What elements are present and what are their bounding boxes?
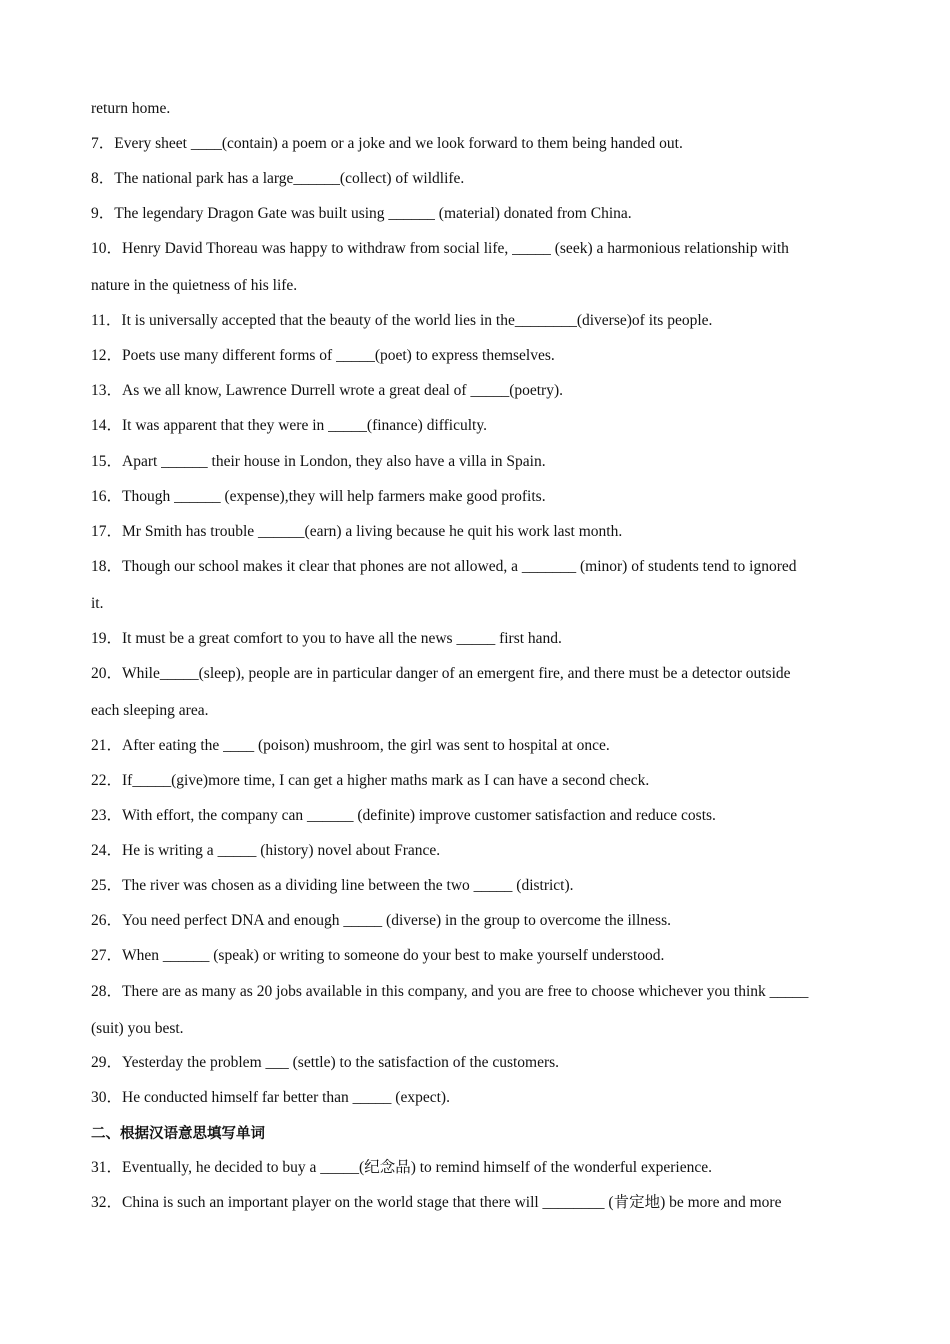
question-12: 12．Poets use many different forms of _____(poet) to express themselves. — [91, 347, 555, 364]
question-30: 30．He conducted himself far better than _____ (expect). — [91, 1089, 450, 1106]
section-heading: 二、根据汉语意思填写单词 — [91, 1126, 265, 1142]
question-19: 19．It must be a great comfort to you to have all the news _____ first hand. — [91, 630, 562, 647]
question-16: 16．Though ______ (expense),they will help farmers make good profits. — [91, 488, 546, 505]
question-27: 27．When ______ (speak) or writing to someone do your best to make yourself understood. — [91, 947, 665, 964]
question-11: 11．It is universally accepted that the beauty of the world lies in the________(diverse)of its people. — [91, 312, 713, 329]
question-17: 17．Mr Smith has trouble ______(earn) a living because he quit his work last month. — [91, 523, 623, 540]
question-7: 7．Every sheet ____(contain) a poem or a joke and we look forward to them being handed out. — [91, 135, 683, 152]
question-32: 32．China is such an important player on the world stage that there will ________ (肯定地) be more and more — [91, 1194, 782, 1211]
text-line: return home. — [91, 100, 171, 117]
question-29: 29．Yesterday the problem ___ (settle) to the satisfaction of the customers. — [91, 1054, 560, 1071]
question-28-continued: (suit) you best. — [91, 1020, 184, 1037]
question-25: 25．The river was chosen as a dividing line between the two _____ (district). — [91, 877, 574, 894]
question-18-continued: it. — [91, 595, 104, 612]
question-18: 18．Though our school makes it clear that phones are not allowed, a _______ (minor) of students tend to ignored — [91, 558, 797, 575]
question-28: 28．There are as many as 20 jobs available in this company, and you are free to choose whichever you think _____ — [91, 983, 809, 1000]
question-13: 13．As we all know, Lawrence Durrell wrote a great deal of _____(poetry). — [91, 382, 564, 399]
question-26: 26．You need perfect DNA and enough _____ (diverse) in the group to overcome the illness. — [91, 912, 671, 929]
question-15: 15．Apart ______ their house in London, they also have a villa in Spain. — [91, 453, 546, 470]
question-14: 14．It was apparent that they were in _____(finance) difficulty. — [91, 417, 487, 434]
question-20: 20．While_____(sleep), people are in particular danger of an emergent fire, and there must be a detector outside — [91, 665, 791, 682]
question-21: 21．After eating the ____ (poison) mushroom, the girl was sent to hospital at once. — [91, 737, 610, 754]
question-23: 23．With effort, the company can ______ (definite) improve customer satisfaction and reduce costs. — [91, 807, 716, 824]
question-22: 22．If_____(give)more time, I can get a higher maths mark as I can have a second check. — [91, 772, 650, 789]
question-20-continued: each sleeping area. — [91, 702, 209, 719]
question-31: 31．Eventually, he decided to buy a _____(纪念品) to remind himself of the wonderful experience. — [91, 1159, 712, 1176]
question-9: 9．The legendary Dragon Gate was built using ______ (material) donated from China. — [91, 205, 632, 222]
question-10-continued: nature in the quietness of his life. — [91, 277, 298, 294]
question-24: 24．He is writing a _____ (history) novel about France. — [91, 842, 441, 859]
question-8: 8．The national park has a large______(collect) of wildlife. — [91, 170, 465, 187]
question-10: 10．Henry David Thoreau was happy to withdraw from social life, _____ (seek) a harmonious relationship with — [91, 240, 789, 257]
